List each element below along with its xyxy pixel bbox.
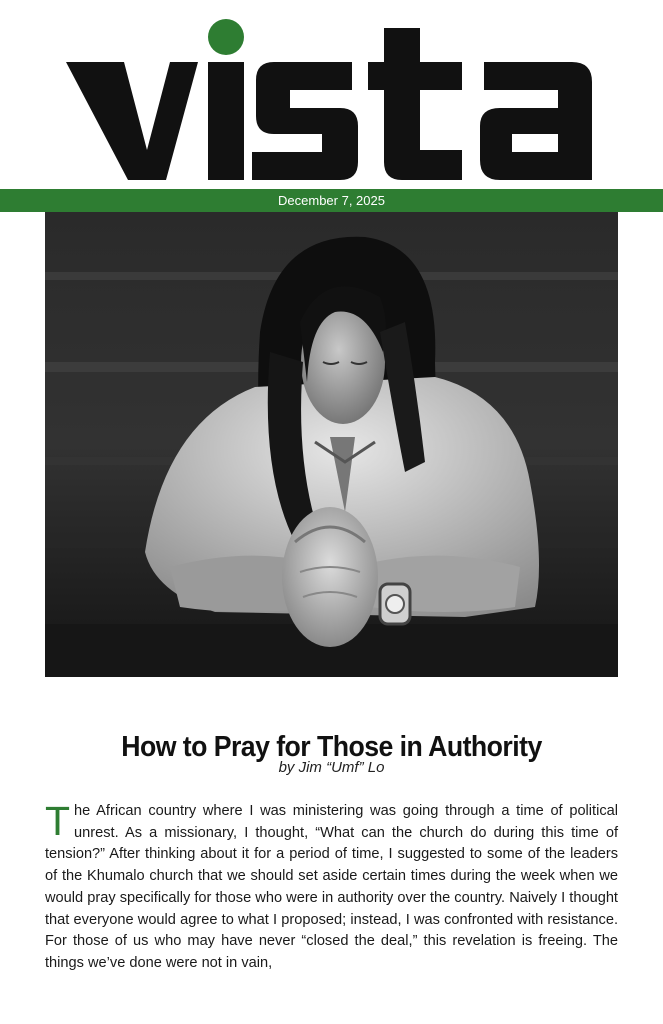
vista-logo xyxy=(0,0,663,190)
issue-date: December 7, 2025 xyxy=(278,193,385,208)
article-title: How to Pray for Those in Authority xyxy=(121,731,542,764)
article-body xyxy=(45,798,618,975)
logo-letter-t xyxy=(368,28,462,180)
article-byline: by Jim “Umf” Lo xyxy=(278,759,385,776)
article-body-text: he African country where I was ministering was going through a time of political unrest. As a missionary, I thought, “What can the church do during this time of tension?” After thinking about it for a period of time, I suggested to some of the leaders of the Khumalo church that we should set aside certain times during the week when we would pray specifically for those who were in authority over the country. Naively I thought that everyone would agree to what I proposed; instead, I was confronted with resistance. For those of us who may have never “closed the deal,” this revelation is freeing. The things we’ve done were not in vain, xyxy=(45,803,618,971)
logo-letter-s xyxy=(252,62,358,180)
masthead xyxy=(0,0,663,190)
drop-cap: T xyxy=(45,798,71,844)
praying-woman-photo-icon xyxy=(45,212,618,677)
cover-photo xyxy=(45,212,618,677)
date-bar xyxy=(0,189,663,212)
logo-letter-i xyxy=(208,62,244,180)
logo-letter-a xyxy=(480,62,592,180)
logo-dot-icon xyxy=(208,19,244,55)
logo-letter-v xyxy=(66,62,198,180)
